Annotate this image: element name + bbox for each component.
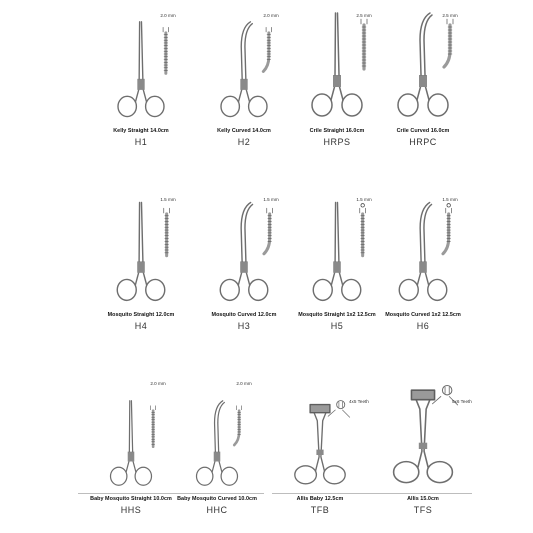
- allis-jaw: [411, 390, 434, 399]
- tip-size-label: 2.0 mm: [160, 13, 176, 18]
- product-card: [86, 189, 196, 349]
- instrument-drawing: [399, 203, 451, 301]
- product-code: H6: [416, 321, 430, 331]
- box-lock: [240, 79, 247, 90]
- finger-ring-right: [428, 279, 447, 300]
- finger-ring-left: [313, 279, 332, 300]
- product-card: [265, 373, 375, 533]
- jaw-detail: [263, 33, 269, 72]
- box-lock: [316, 450, 323, 455]
- instrument-drawing: [221, 22, 272, 117]
- divider-rule: [272, 493, 472, 494]
- instrument-illustration: [162, 373, 272, 493]
- finger-ring-left: [312, 94, 332, 116]
- product-code: HRPS: [323, 137, 351, 147]
- product-code: HHC: [206, 505, 228, 515]
- box-lock: [128, 452, 135, 462]
- box-lock: [419, 443, 427, 449]
- product-name: Allis 15.0cm: [407, 496, 439, 502]
- tip-size-label: 1.5 mm: [442, 197, 458, 202]
- product-card: [86, 5, 196, 165]
- box-lock: [333, 261, 341, 272]
- tip-size-label: 1.5 mm: [263, 197, 279, 202]
- finger-ring-right: [221, 467, 237, 485]
- jaw-detail: [444, 25, 450, 67]
- finger-ring-right: [146, 279, 165, 300]
- instrument-drawing: [118, 22, 169, 117]
- product-code: HHS: [120, 505, 142, 515]
- jaw-detail: [264, 214, 270, 254]
- tip-size-label: 2.0 mm: [150, 381, 166, 386]
- box-lock: [137, 261, 145, 272]
- product-name: Allis Baby 12.5cm: [296, 496, 344, 502]
- product-code: HRPC: [409, 137, 437, 147]
- product-code: TFS: [413, 505, 433, 515]
- finger-ring-left: [295, 466, 317, 484]
- finger-ring-left: [398, 94, 418, 116]
- finger-ring-right: [342, 94, 362, 116]
- product-name: Crile Curved 16.0cm: [396, 128, 450, 134]
- product-code: H3: [237, 321, 251, 331]
- product-name: Mosquito Curved 12.0cm: [211, 312, 277, 318]
- product-name: Kelly Straight 14.0cm: [113, 128, 169, 134]
- tip-size-label: 2.0 mm: [263, 13, 279, 18]
- product-name: Baby Mosquito Straight 10.0cm: [90, 496, 172, 502]
- finger-ring-right: [324, 466, 346, 484]
- product-card: [368, 373, 478, 533]
- instrument-drawing: [312, 13, 367, 116]
- finger-ring-right: [249, 279, 268, 300]
- product-code: H1: [134, 137, 148, 147]
- finger-ring-left: [221, 96, 239, 116]
- instrument-illustration: [368, 373, 478, 493]
- instrument-illustration: [86, 5, 196, 125]
- tip-size-label: 2.5 mm: [442, 13, 458, 18]
- product-name: Mosquito Straight 1x2 12.5cm: [298, 312, 376, 318]
- finger-ring-right: [249, 96, 267, 116]
- box-lock: [333, 75, 341, 87]
- product-card: [368, 5, 478, 165]
- finger-ring-right: [428, 94, 448, 116]
- finger-ring-left: [111, 467, 127, 485]
- finger-ring-left: [117, 279, 136, 300]
- product-code: H4: [134, 321, 148, 331]
- instrument-drawing: [394, 385, 458, 482]
- product-code: H2: [237, 137, 251, 147]
- product-name: Crile Straight 16.0cm: [309, 128, 365, 134]
- instrument-drawing: [295, 401, 350, 484]
- instrument-drawing: [313, 203, 365, 301]
- finger-ring-left: [394, 462, 419, 483]
- product-name: Baby Mosquito Curved 10.0cm: [177, 496, 257, 502]
- product-name: Kelly Curved 14.0cm: [217, 128, 271, 134]
- instrument-drawing: [111, 401, 156, 485]
- instrument-drawing: [220, 203, 272, 301]
- product-card: [368, 189, 478, 349]
- instrument-illustration: [86, 189, 196, 309]
- allis-jaw: [310, 405, 330, 413]
- instrument-drawing: [398, 13, 453, 116]
- tip-size-label: 2.0 mm: [236, 381, 252, 386]
- box-lock: [240, 261, 248, 272]
- finger-ring-left: [399, 279, 418, 300]
- jaw-detail-icon: [337, 401, 345, 409]
- tip-size-label: 1.5 mm: [160, 197, 176, 202]
- product-code: TFB: [310, 505, 330, 515]
- box-lock: [419, 261, 427, 272]
- jaw-detail-icon: [442, 385, 451, 394]
- instrument-drawing: [197, 401, 242, 485]
- tip-size-label: 1.5 mm: [356, 197, 372, 202]
- finger-ring-left: [118, 96, 136, 116]
- product-card: [162, 373, 272, 533]
- teeth-icon: [361, 204, 364, 207]
- product-name: Mosquito Straight 12.0cm: [107, 312, 175, 318]
- finger-ring-left: [197, 467, 213, 485]
- finger-ring-right: [342, 279, 361, 300]
- finger-ring-right: [146, 96, 164, 116]
- tip-size-label: 2.5 mm: [356, 13, 372, 18]
- teeth-icon: [447, 204, 450, 207]
- tip-size-label: 4x5 Teeth: [349, 399, 369, 404]
- finger-ring-right: [135, 467, 151, 485]
- instrument-drawing: [117, 203, 169, 301]
- product-name: Mosquito Curved 1x2 12.5cm: [385, 312, 461, 318]
- jaw-detail: [443, 214, 449, 254]
- product-code: H5: [330, 321, 344, 331]
- tip-size-label: 5x6 Teeth: [452, 399, 472, 404]
- divider-rule: [78, 493, 264, 494]
- box-lock: [137, 79, 144, 90]
- box-lock: [419, 75, 427, 87]
- instrument-illustration: [368, 189, 478, 309]
- finger-ring-left: [220, 279, 239, 300]
- instrument-illustration: [368, 5, 478, 125]
- jaw-detail: [234, 411, 239, 445]
- jaw: [335, 13, 336, 75]
- instrument-illustration: [265, 373, 375, 493]
- box-lock: [214, 452, 221, 462]
- finger-ring-right: [427, 462, 452, 483]
